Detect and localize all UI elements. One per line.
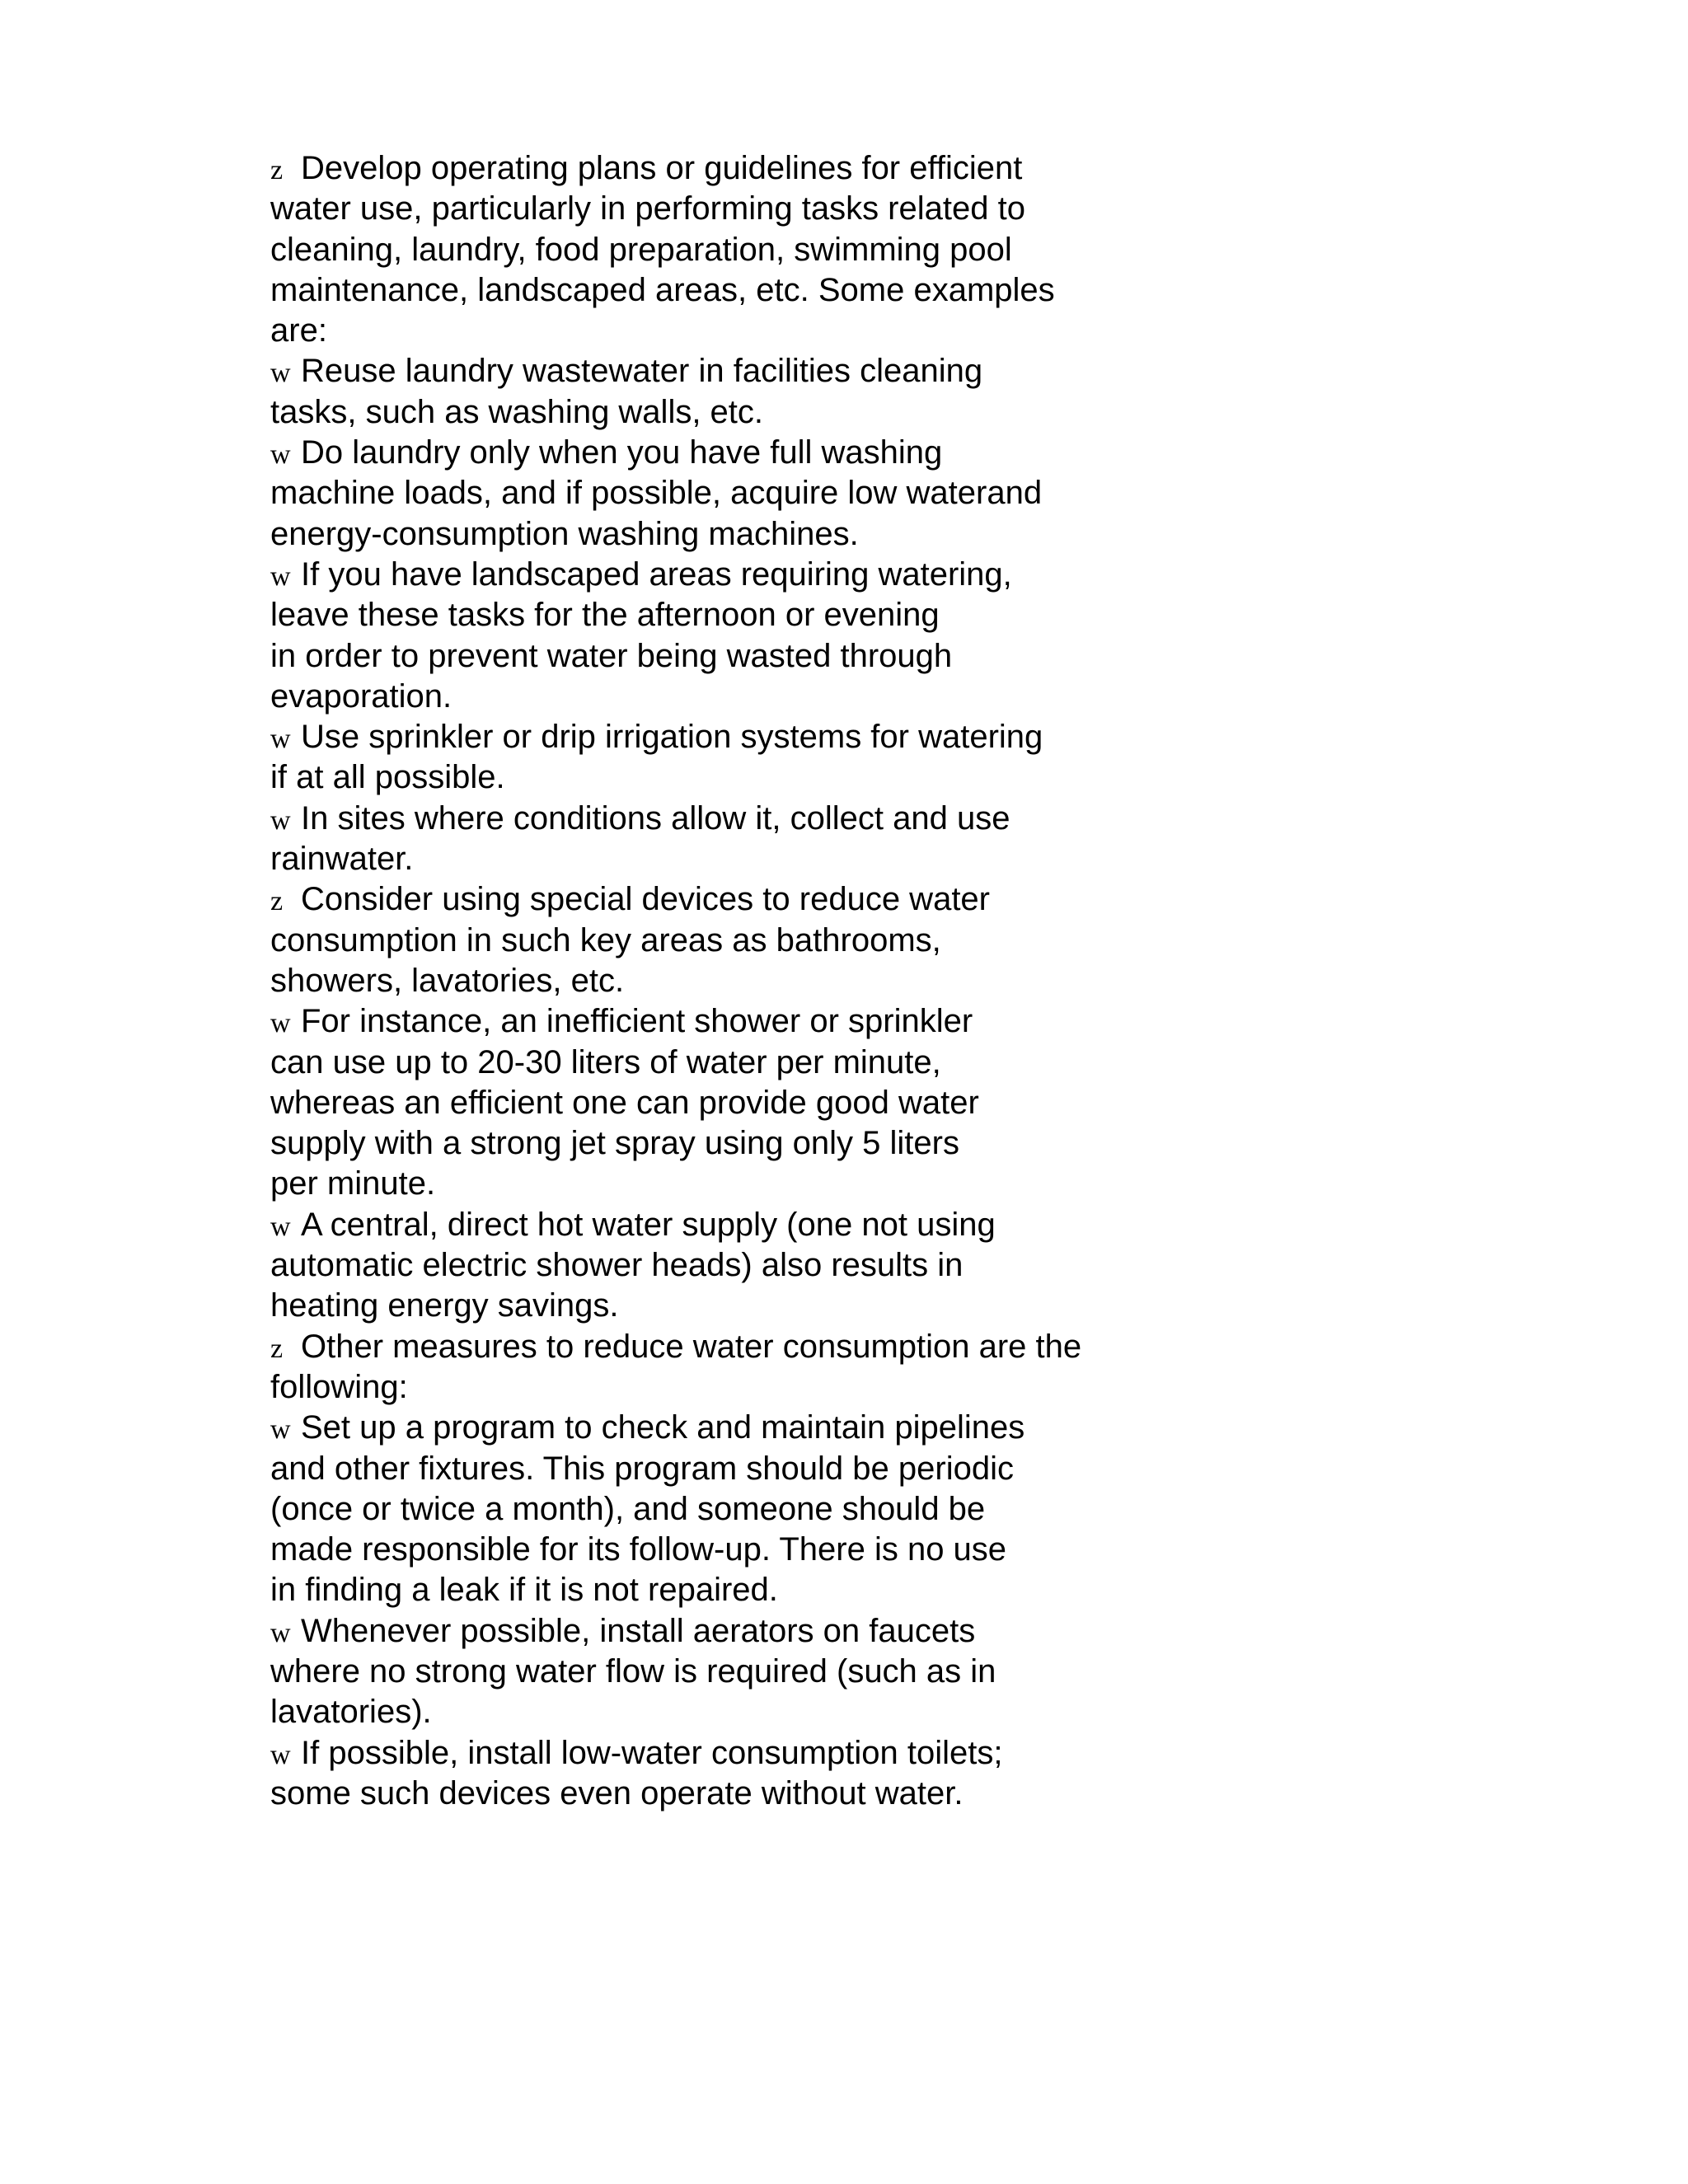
line-text: showers, lavatories, etc. — [270, 962, 625, 999]
text-line — [270, 1286, 1424, 1326]
text-line — [270, 1001, 1424, 1042]
line-text: made responsible for its follow-up. There is no use — [270, 1531, 1007, 1568]
line-text: in finding a leak if it is not repaired. — [270, 1572, 778, 1609]
text-line — [270, 921, 1424, 961]
line-text: tasks, such as washing walls, etc. — [270, 393, 764, 430]
text-line — [270, 1774, 1424, 1814]
bullet-marker: w — [270, 1008, 291, 1039]
text-line — [270, 1530, 1424, 1570]
line-text: rainwater. — [270, 841, 414, 878]
line-text: Develop operating plans or guidelines for efficient — [301, 150, 1023, 186]
text-line — [270, 677, 1424, 717]
text-line — [270, 1611, 1424, 1652]
line-text: cleaning, laundry, food preparation, swimming pool — [270, 231, 1012, 268]
line-text: heating energy savings. — [270, 1287, 619, 1324]
text-line — [270, 595, 1424, 635]
line-text: Other measures to reduce water consumption are the — [301, 1328, 1082, 1365]
text-line — [270, 1083, 1424, 1123]
line-text: whereas an efficient one can provide good water — [270, 1084, 979, 1121]
bullet-marker: z — [270, 155, 284, 185]
text-line — [270, 1733, 1424, 1774]
line-text: where no strong water flow is required (such as in — [270, 1652, 996, 1690]
line-text: If possible, install low-water consumption toilets; — [301, 1734, 1003, 1771]
text-line — [270, 473, 1424, 513]
line-text: A central, direct hot water supply (one not using — [301, 1206, 996, 1243]
text-line — [270, 230, 1424, 270]
line-text: maintenance, landscaped areas, etc. Some examples — [270, 271, 1055, 308]
text-line — [270, 392, 1424, 433]
line-text: Consider using special devices to reduce water — [301, 881, 990, 918]
text-line — [270, 1164, 1424, 1204]
line-text: Set up a program to check and maintain pipelines — [301, 1409, 1025, 1446]
line-text: automatic electric shower heads) also results in — [270, 1247, 964, 1284]
line-text: consumption in such key areas as bathrooms, — [270, 921, 941, 958]
text-line — [270, 1570, 1424, 1610]
text-line — [270, 1123, 1424, 1164]
text-line — [270, 799, 1424, 839]
bullet-marker: z — [270, 1333, 284, 1364]
text-line — [270, 514, 1424, 555]
text-line — [270, 555, 1424, 595]
line-text: machine loads, and if possible, acquire low waterand — [270, 475, 1043, 512]
text-line — [270, 636, 1424, 677]
text-line — [270, 839, 1424, 879]
text-line — [270, 148, 1424, 189]
line-text: in order to prevent water being wasted through — [270, 637, 953, 674]
text-line — [270, 1489, 1424, 1530]
line-text: Reuse laundry wastewater in facilities cleaning — [301, 353, 983, 390]
line-text: and other fixtures. This program should be periodic — [270, 1450, 1014, 1487]
text-line — [270, 270, 1424, 311]
document-body — [270, 148, 1424, 1814]
bullet-marker: w — [270, 804, 291, 836]
line-text: following: — [270, 1368, 408, 1405]
line-text: per minute. — [270, 1165, 436, 1202]
text-line — [270, 717, 1424, 757]
bullet-marker: w — [270, 560, 291, 592]
line-text: For instance, an inefficient shower or sprinkler — [301, 1003, 973, 1040]
text-line — [270, 1245, 1424, 1286]
line-text: can use up to 20-30 liters of water per minute, — [270, 1043, 941, 1080]
text-line — [270, 1652, 1424, 1692]
text-line — [270, 1449, 1424, 1489]
line-text: Use sprinkler or drip irrigation systems for watering — [301, 719, 1043, 756]
bullet-marker: w — [270, 1739, 291, 1770]
line-text: are: — [270, 312, 327, 349]
text-line — [270, 1367, 1424, 1408]
line-text: energy-consumption washing machines. — [270, 515, 859, 552]
text-line — [270, 433, 1424, 473]
line-text: leave these tasks for the afternoon or evening — [270, 597, 940, 634]
text-line — [270, 1205, 1424, 1245]
line-text: (once or twice a month), and someone should be — [270, 1490, 986, 1527]
text-line — [270, 311, 1424, 351]
text-line — [270, 351, 1424, 391]
line-text: lavatories). — [270, 1694, 432, 1731]
text-line — [270, 757, 1424, 798]
bullet-marker: w — [270, 439, 291, 471]
bullet-marker: w — [270, 1211, 291, 1242]
bullet-marker: w — [270, 358, 291, 389]
bullet-marker: z — [270, 886, 284, 917]
line-text: some such devices even operate without water. — [270, 1774, 964, 1811]
line-text: evaporation. — [270, 677, 452, 715]
bullet-marker: w — [270, 1414, 291, 1446]
text-line — [270, 1408, 1424, 1448]
text-line — [270, 1043, 1424, 1083]
text-line — [270, 879, 1424, 920]
text-line — [270, 189, 1424, 229]
line-text: Do laundry only when you have full washing — [301, 434, 943, 471]
bullet-marker: w — [270, 724, 291, 755]
bullet-marker: w — [270, 1617, 291, 1648]
line-text: supply with a strong jet spray using only 5 liters — [270, 1125, 959, 1162]
line-text: water use, particularly in performing tasks related to — [270, 190, 1025, 227]
text-line — [270, 961, 1424, 1001]
text-line — [270, 1327, 1424, 1367]
line-text: Whenever possible, install aerators on faucets — [301, 1612, 976, 1649]
line-text: If you have landscaped areas requiring watering, — [301, 555, 1012, 593]
text-line — [270, 1692, 1424, 1732]
line-text: if at all possible. — [270, 759, 505, 796]
line-text: In sites where conditions allow it, collect and use — [301, 799, 1010, 837]
